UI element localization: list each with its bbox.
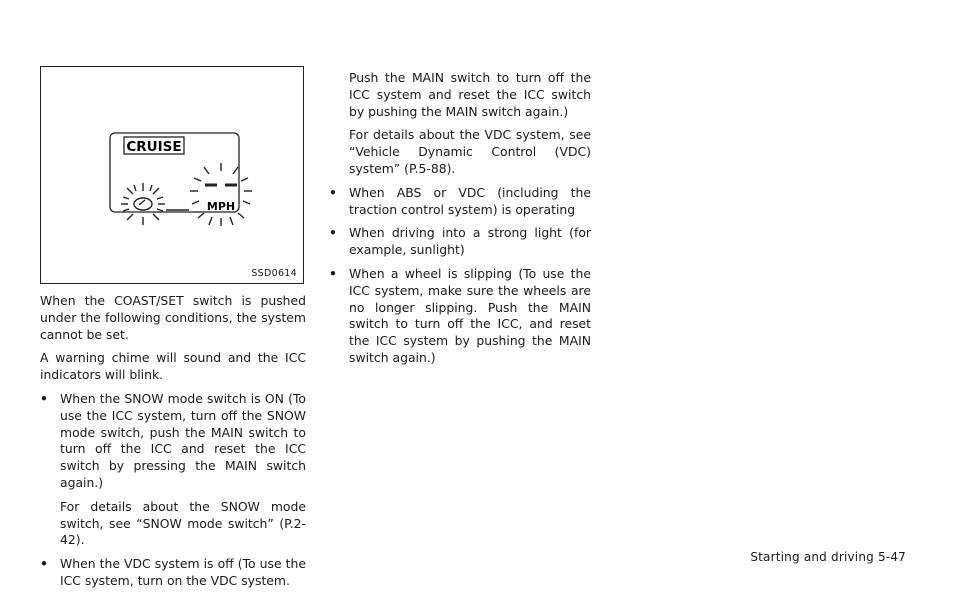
list-item [329, 266, 591, 367]
cruise-indicator-figure [40, 66, 304, 284]
intro-paragraph: When the COAST/SET switch is pushed under the following conditions, the system cannot be set. [40, 293, 306, 342]
bullet-icon: • [40, 390, 48, 406]
figure-code: SSD0614 [251, 268, 297, 279]
bullet-continuation: Push the MAIN switch to turn off the ICC system and reset the ICC switch by pushing the MAIN switch again.) [349, 70, 591, 119]
bullet-icon: • [40, 556, 48, 572]
list-item [329, 185, 591, 219]
left-column [40, 293, 306, 597]
bullet-text: When driving into a strong light (for example, sunlight) [349, 225, 591, 258]
speedometer-icon [121, 183, 165, 225]
cruise-label: CRUISE [126, 139, 182, 155]
cruise-indicator-illustration [41, 67, 305, 285]
bullet-note: For details about the SNOW mode switch, see “SNOW mode switch” (P.2-42). [60, 498, 306, 548]
bullet-text: When the SNOW mode switch is ON (To use the ICC system, turn off the SNOW mode switch, push the MAIN switch to turn off the ICC and reset the ICC switch by pressing the MAIN switch again.) [60, 390, 306, 490]
list-item [40, 391, 306, 492]
list-item [40, 556, 306, 590]
mph-label: MPH [206, 200, 236, 213]
bullet-icon: • [329, 184, 337, 200]
list-item [329, 225, 591, 259]
bullet-text: When a wheel is slipping (To use the ICC system, make sure the wheels are no longer slipping. Push the MAIN switch to turn off the ICC, and reset the ICC system by pushing the MAIN switch again.) [349, 265, 591, 365]
bullet-note: For details about the VDC system, see “Vehicle Dynamic Control (VDC) system” (P.5-88). [349, 127, 591, 176]
bullet-icon: • [329, 225, 337, 241]
bullet-icon: • [329, 265, 337, 281]
bullet-text: When the VDC system is off (To use the ICC system, turn on the VDC system. [60, 556, 306, 588]
right-column [329, 70, 591, 374]
warning-paragraph: A warning chime will sound and the ICC indicators will blink. [40, 350, 306, 383]
bullet-text: When ABS or VDC (including the traction control system) is operating [349, 184, 591, 217]
speed-blink-rays [190, 163, 252, 226]
page-footer: Starting and driving 5-47 [750, 550, 906, 564]
